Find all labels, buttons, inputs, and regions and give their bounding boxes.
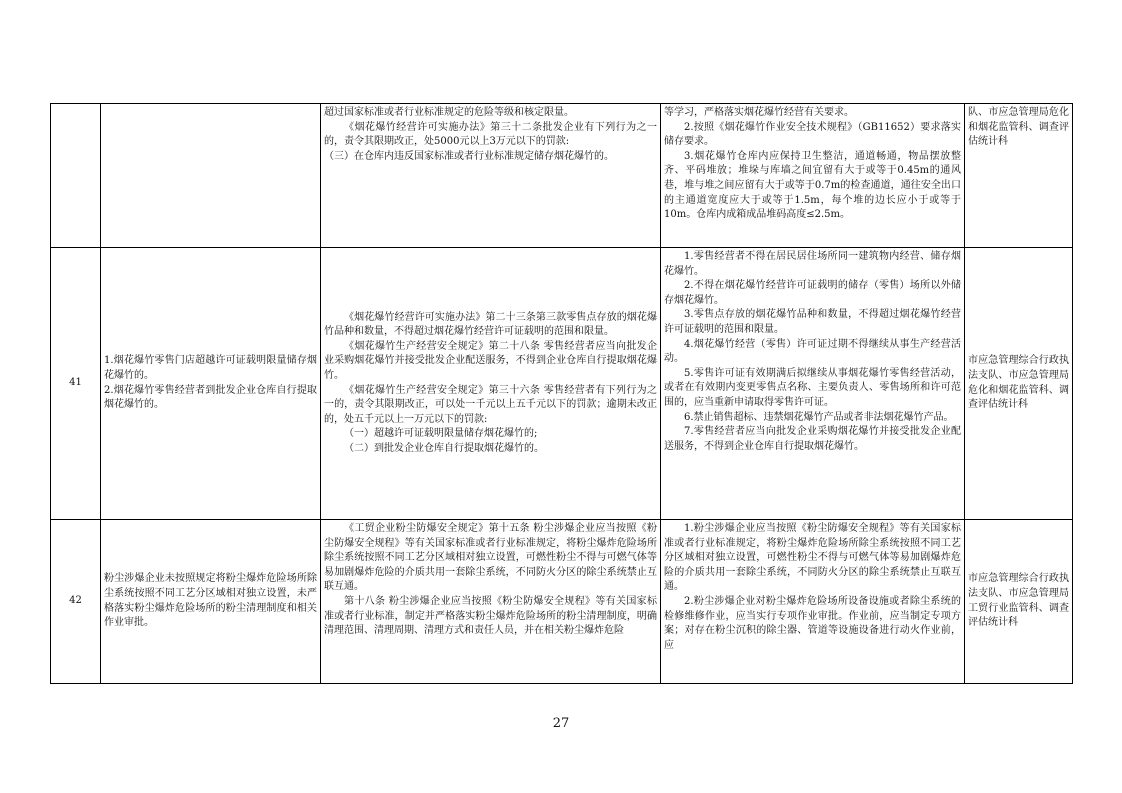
behavior-paragraph: 2.烟花爆竹零售经营者到批发企业仓库自行提取烟花爆竹的。	[104, 384, 317, 411]
measure-paragraph: 4.烟花爆竹经营（零售）许可证过期不得继续从事生产经营活动。	[664, 338, 961, 365]
measure-paragraph: 3.烟花爆竹仓库内应保持卫生整洁，通道畅通，物品摆放整齐、平码堆放；堆垛与库墙之间宜留有大于或等于0.45m的通风巷，堆与堆之间应留有大于或等于0.7m的检查通道，通往安全出口的主通道宽度应大于或等于1.5m，每个堆的边长应小于或等于10m。仓库内成箱成品堆码高度≤2.5m。	[664, 150, 961, 221]
basis-paragraph: 超过国家标准或者行业标准规定的危险等级和核定限量。	[324, 107, 574, 118]
responsible-dept-cell	[965, 104, 1073, 248]
measure-paragraph: 1.粉尘涉爆企业应当按照《粉尘防爆安全规程》等有关国家标准或者行业标准规定，将粉尘爆炸危险场所除尘系统按照不同工艺分区域相对独立设置，可燃性粉尘不得与可燃气体等易加剧爆炸危险的介质共用一套除尘系统，不同防火分区的除尘系统禁止互联互通。	[664, 523, 961, 593]
table-row	[51, 520, 1073, 684]
measure-paragraph: 2.粉尘涉爆企业对粉尘爆炸危险场所设备设施或者除尘系统的检修维修作业，应当实行专项作业审批。作业前，应当制定专项方案；对存在粉尘沉积的除尘器、管道等设施设备进行动火作业前，应	[664, 595, 961, 651]
measure-paragraph: 2.不得在烟花爆竹经营许可证载明的储存（零售）场所以外储存烟花爆竹。	[664, 280, 961, 306]
measures-cell	[661, 520, 965, 684]
measure-paragraph: 6.禁止销售超标、违禁烟花爆竹产品或者非法烟花爆竹产品。	[684, 411, 954, 423]
behavior-paragraph: 1.烟花爆竹零售门店超越许可证载明限量储存烟花爆竹的。	[104, 355, 317, 381]
legal-basis-cell	[321, 104, 661, 248]
legal-basis-cell	[321, 248, 661, 520]
violation-behavior-cell	[101, 104, 321, 248]
enforcement-table	[50, 103, 1073, 684]
basis-paragraph: 《烟花爆竹经营许可实施办法》第三十二条批发企业有下列行为之一的，责令其限期改正，处5000元以上3万元以下的罚款:	[324, 121, 657, 148]
dept-text: 市应急管理综合行政执法支队、市应急管理局危化和烟花监管科、调查评估统计科	[968, 355, 1069, 411]
basis-paragraph: 第十八条 粉尘涉爆企业应当按照《粉尘防爆安全规程》等有关国家标准或者行业标准，制定并严格落实粉尘爆炸危险场所的粉尘清理制度，明确清理范围、清理周期、清理方式和责任人员，并在相关粉尘爆炸危险	[324, 595, 657, 637]
dept-text: 队、市应急管理局危化和烟花监管科、调查评估统计科	[968, 107, 1069, 148]
row-number: 41	[51, 248, 101, 520]
basis-paragraph: 《烟花爆竹生产经营安全规定》第三十六条 零售经营者有下列行为之一的，责令其限期改正，可以处一千元以上五千元以下的罚款；逾期未改正的，处五千元以上一万元以下的罚款:	[324, 384, 657, 425]
violation-behavior-cell	[101, 520, 321, 684]
basis-paragraph: （三）在仓库内违反国家标准或者行业标准规定储存烟花爆竹的。	[324, 150, 614, 162]
dept-text: 市应急管理综合行政执法支队、市应急管理局工贸行业监管科、调查评估统计科	[968, 573, 1069, 629]
measure-paragraph: 等学习，严格落实烟花爆竹经营有关要求。	[664, 107, 854, 118]
measures-cell	[661, 104, 965, 248]
table-row	[51, 104, 1073, 248]
basis-paragraph: 《工贸企业粉尘防爆安全规定》第十五条 粉尘涉爆企业应当按照《粉尘防爆安全规程》等有关国家标准或者行业标准规定，将粉尘爆炸危险场所除尘系统按照不同工艺分区域相对独立设置，可燃性粉尘不得与可燃气体等易加剧爆炸危险的介质共用一套除尘系统，不同防火分区的除尘系统禁止互联互通。	[324, 523, 657, 593]
basis-paragraph: （一）超越许可证载明限量储存烟花爆竹的;	[344, 428, 538, 440]
behavior-paragraph: 粉尘涉爆企业未按照规定将粉尘爆炸危险场所除尘系统按照不同工艺分区域相对独立设置，未严格落实粉尘爆炸危险场所的粉尘清理制度和相关作业审批。	[104, 573, 317, 629]
violation-behavior-cell	[101, 248, 321, 520]
row-number: 42	[51, 520, 101, 684]
basis-paragraph: （二）到批发企业仓库自行提取烟花爆竹的。	[344, 442, 544, 454]
legal-basis-cell	[321, 520, 661, 684]
basis-paragraph: 《烟花爆竹生产经营安全规定》第二十八条 零售经营者应当向批发企业采购烟花爆竹并接受批发企业配送服务，不得到企业仓库自行提取烟花爆竹。	[324, 340, 657, 381]
responsible-dept-cell	[965, 248, 1073, 520]
basis-paragraph: 《烟花爆竹经营许可实施办法》第二十三条第三款零售点存放的烟花爆竹品种和数量，不得超过烟花爆竹经营许可证载明的范围和限量。	[324, 311, 657, 338]
table-row	[51, 248, 1073, 520]
measure-paragraph: 3.零售点存放的烟花爆竹品种和数量，不得超过烟花爆竹经营许可证载明的范围和限量。	[664, 309, 961, 335]
measures-cell	[661, 248, 965, 520]
measure-paragraph: 1.零售经营者不得在居民居住场所同一建筑物内经营、储存烟花爆竹。	[664, 251, 961, 277]
page-number: 27	[552, 716, 570, 731]
row-number	[51, 104, 101, 248]
measure-paragraph: 7.零售经营者应当向批发企业采购烟花爆竹并接受批发企业配送服务，不得到企业仓库自行提取烟花爆竹。	[664, 426, 961, 452]
measure-paragraph: 5.零售许可证有效期满后拟继续从事烟花爆竹零售经营活动，或者在有效期内变更零售点名称、主要负责人、零售场所和许可范围的，应当重新申请取得零售许可证。	[664, 367, 961, 408]
measure-paragraph: 2.按照《烟花爆竹作业安全技术规程》（GB11652）要求落实储存要求。	[664, 121, 961, 148]
responsible-dept-cell	[965, 520, 1073, 684]
